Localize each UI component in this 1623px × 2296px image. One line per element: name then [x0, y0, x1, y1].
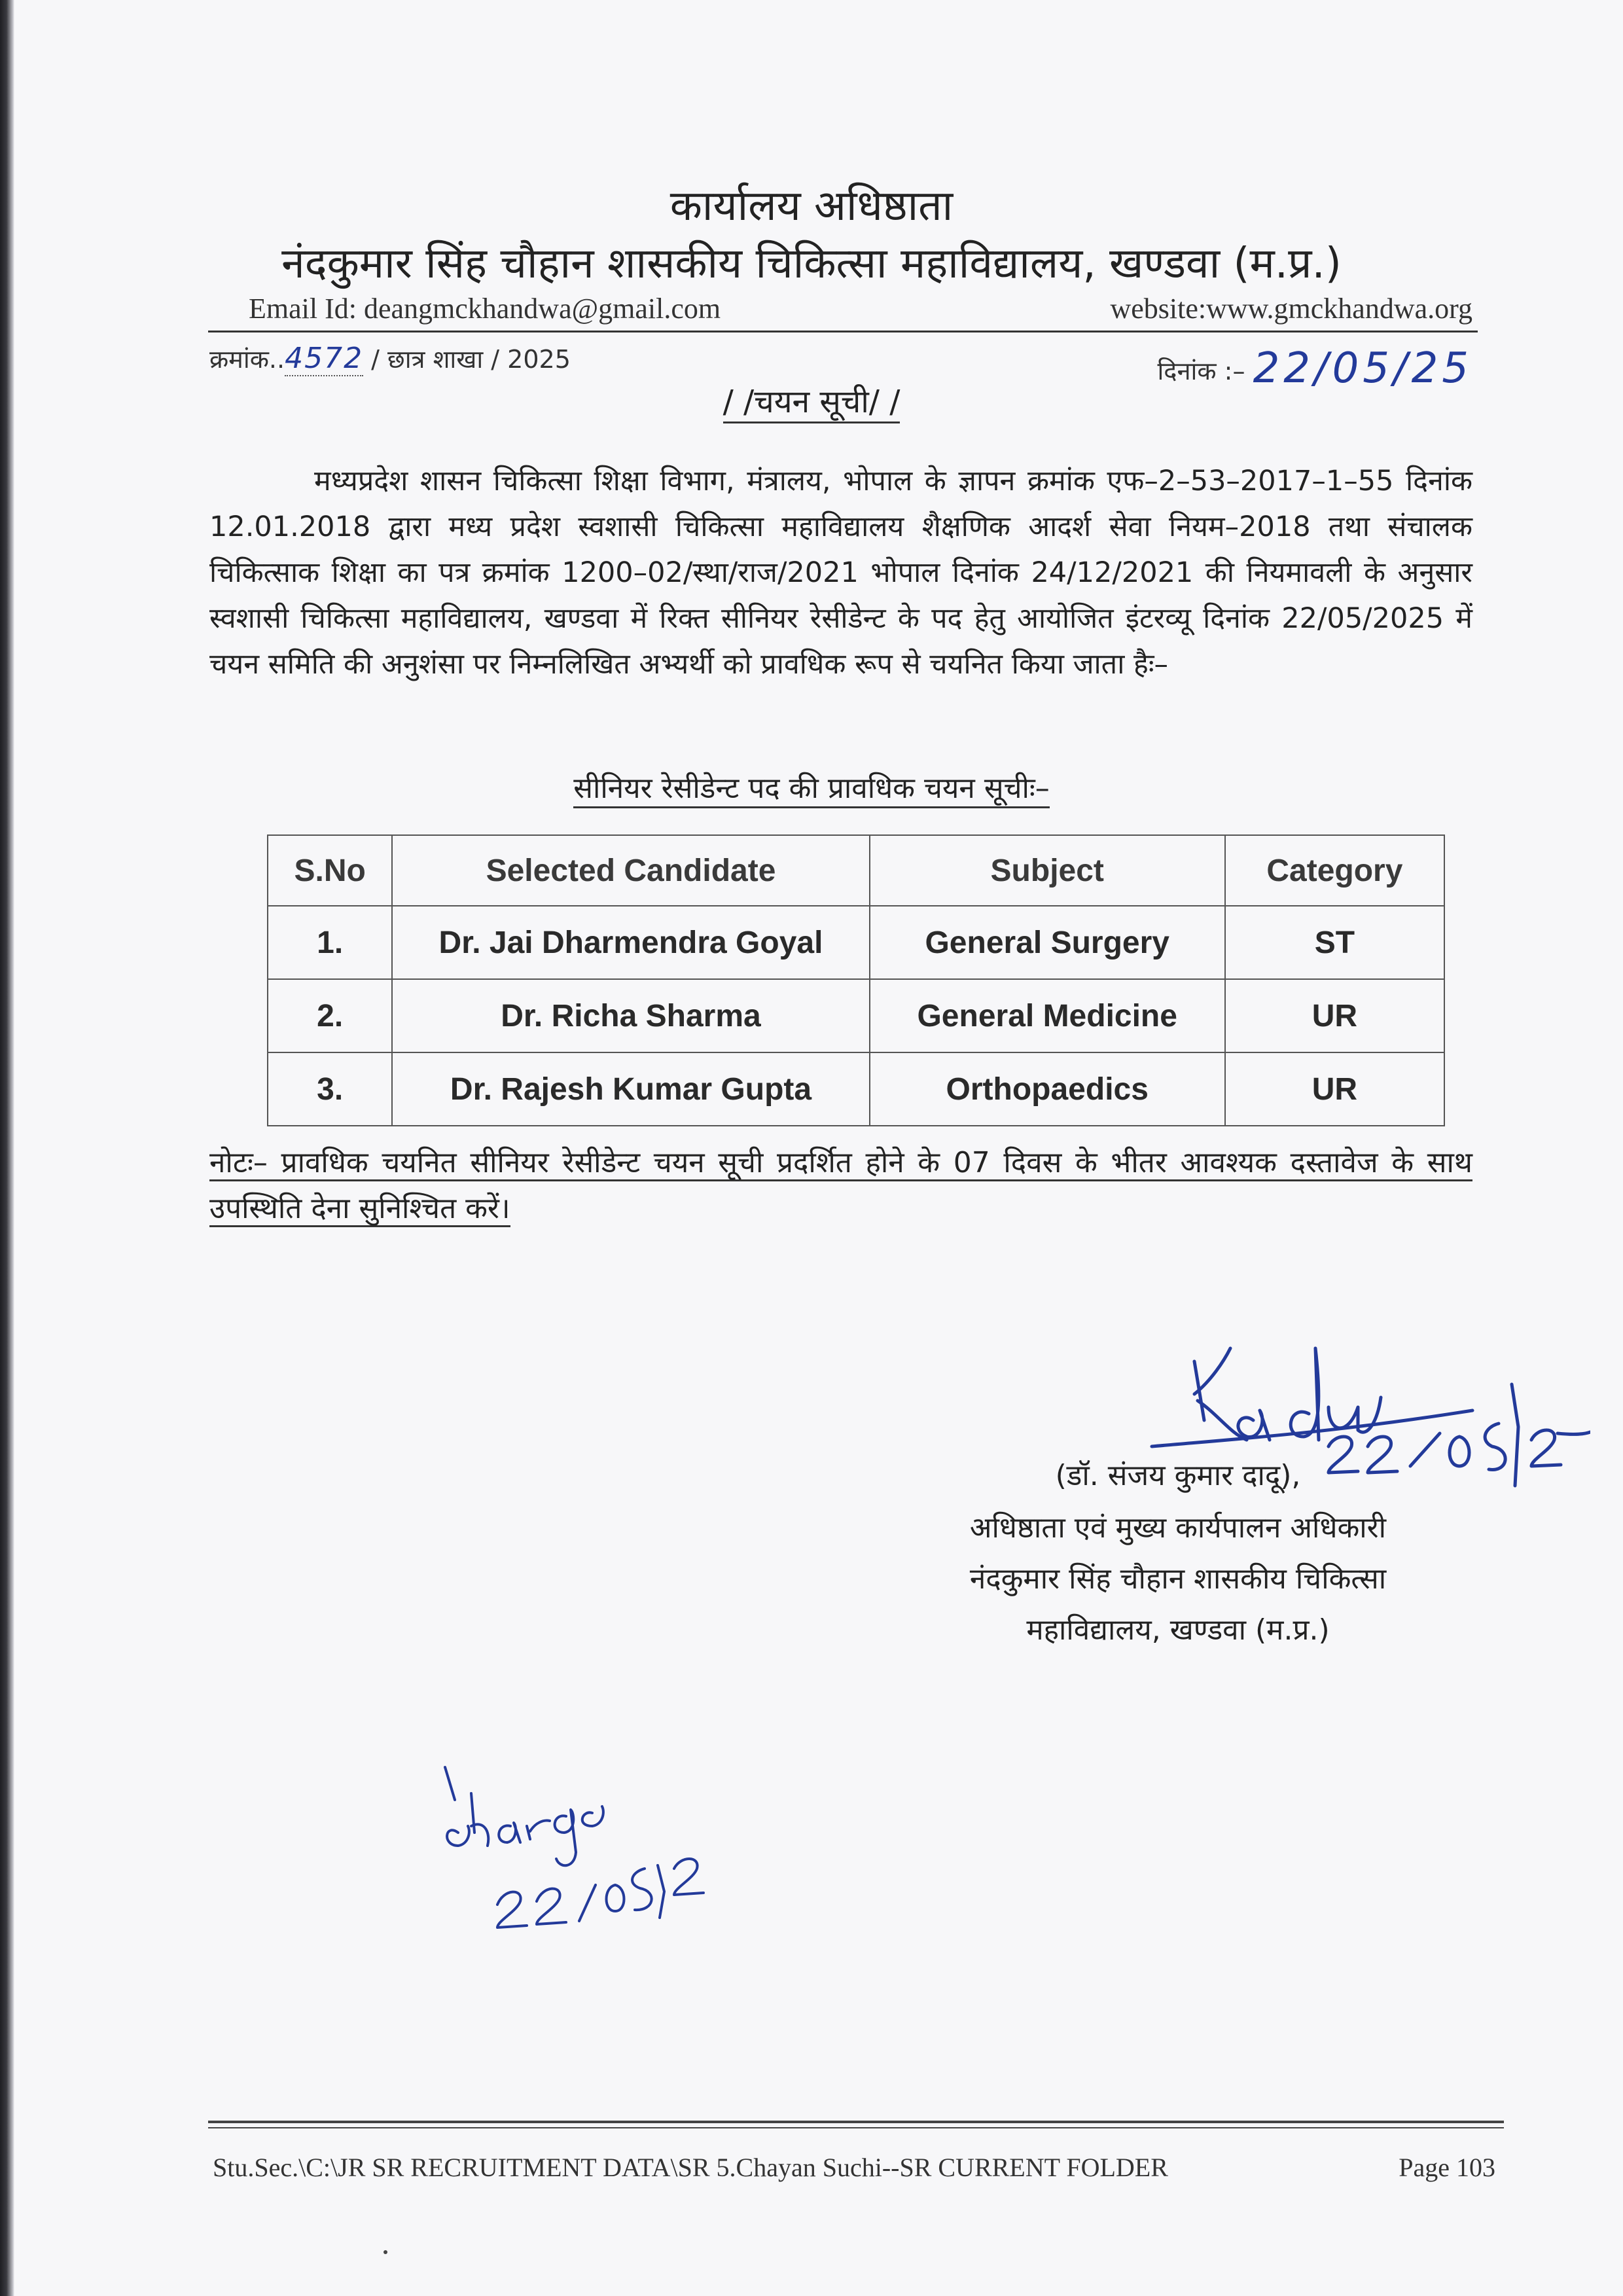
cell-candidate: Dr. Richa Sharma: [392, 979, 869, 1052]
cell-candidate: Dr. Jai Dharmendra Goyal: [392, 906, 869, 979]
selection-list-heading-text: / /चयन सूची/ /: [723, 384, 901, 423]
cell-sno: 1.: [268, 906, 392, 979]
cell-candidate: Dr. Rajesh Kumar Gupta: [392, 1052, 869, 1126]
note-text: नोटः– प्रावधिक चयनित सीनियर रेसीडेन्ट चयन सूची प्रदर्शित होने के 07 दिवस के भीतर आवश्यक दस्तावेज के साथ उपस्थिति देना सुनिश्चित करें।: [209, 1146, 1472, 1227]
handwritten-reference-number: 4572: [285, 342, 364, 375]
cell-subject: General Surgery: [870, 906, 1225, 979]
column-header-subject: Subject: [870, 835, 1225, 906]
note-paragraph: [209, 1140, 1472, 1232]
body-paragraph: मध्यप्रदेश शासन चिकित्सा शिक्षा विभाग, मंत्रालय, भोपाल के ज्ञापन क्रमांक एफ–2–53–2017–1–55 दिनांक 12.01.2018 द्वारा मध्य प्रदेश स्वशासी चिकित्सा महाविद्यालय शैक्षणिक आदर्श सेवा नियम–2018 तथा संचालक चिकित्साक शिक्षा का पत्र क्रमांक 1200–02/स्था/राज/2021 भोपाल दिनांक 24/12/2021 की नियमावली के अनुसार स्वशासी चिकित्सा महाविद्यालय, खण्डवा में रिक्त सीनियर रेसीडेन्ट के पद हेतु आयोजित इंटरव्यू दिनांक 22/05/2025 में चयन समिति की अनुशंसा पर निम्नलिखित अभ्यर्थी को प्रावधिक रूप से चयनित किया जाता हैः–: [209, 465, 1472, 681]
office-title: कार्यालय अधिष्ठाता: [669, 182, 954, 230]
cell-subject: General Medicine: [870, 979, 1225, 1052]
table-row: [268, 979, 1444, 1052]
signatory-institution-line1: नंदकुमार सिंह चौहान शासकीय चिकित्सा: [969, 1562, 1387, 1596]
cell-subject: Orthopaedics: [870, 1052, 1225, 1126]
column-header-candidate: Selected Candidate: [392, 835, 869, 906]
footer-page-number: Page 103: [1399, 2153, 1495, 2182]
email-text: Email Id: deangmckhandwa@gmail.com: [249, 293, 721, 325]
selection-table: [267, 834, 1445, 1126]
scan-edge-shadow: [0, 0, 14, 2296]
table-row: [268, 1052, 1444, 1126]
reference-row: [209, 335, 1472, 393]
cell-sno: 3.: [268, 1052, 392, 1126]
cell-category: ST: [1225, 906, 1444, 979]
cell-category: UR: [1225, 1052, 1444, 1126]
footer-divider-thick: [208, 2121, 1504, 2123]
selection-list-heading: [0, 380, 1623, 422]
table-header-row: [268, 835, 1444, 906]
college-title: नंदकुमार सिंह चौहान शासकीय चिकित्सा महाविद्यालय, खण्डवा (म.प्र.): [281, 240, 1342, 288]
cell-category: UR: [1225, 979, 1444, 1052]
signatory-name: (डॉ. संजय कुमार दादू),: [1055, 1459, 1301, 1492]
scan-speck: [383, 2250, 387, 2254]
column-header-sno: S.No: [268, 835, 392, 906]
handwritten-date: 22/05/25: [1253, 344, 1472, 393]
reference-number: [209, 342, 571, 376]
reference-suffix: / छात्र शाखा / 2025: [371, 345, 571, 374]
header-divider: [208, 331, 1478, 332]
footer-file-path: Stu.Sec.\C:\JR SR RECRUITMENT DATA\SR 5.Chayan Suchi--SR CURRENT FOLDER: [213, 2153, 1168, 2182]
cell-sno: 2.: [268, 979, 392, 1052]
website-text: website:www.gmckhandwa.org: [1110, 293, 1472, 325]
signatory-designation: अधिष्ठाता एवं मुख्य कार्यपालन अधिकारी: [969, 1511, 1387, 1545]
provisional-list-heading: [0, 767, 1623, 806]
contact-row: [249, 292, 1472, 329]
footer-divider-thin: [208, 2127, 1504, 2128]
signatory-institution-line2: महाविद्यालय, खण्डवा (म.प्र.): [1026, 1613, 1330, 1647]
reference-prefix: क्रमांक..: [209, 345, 285, 374]
footer: [213, 2152, 1495, 2185]
handwritten-charge-note: [419, 1754, 720, 1964]
provisional-list-heading-text: सीनियर रेसीडेन्ट पद की प्रावधिक चयन सूचीः–: [573, 772, 1050, 808]
date-label: दिनांक :–: [1157, 357, 1245, 386]
table-row: [268, 906, 1444, 979]
column-header-category: Category: [1225, 835, 1444, 906]
